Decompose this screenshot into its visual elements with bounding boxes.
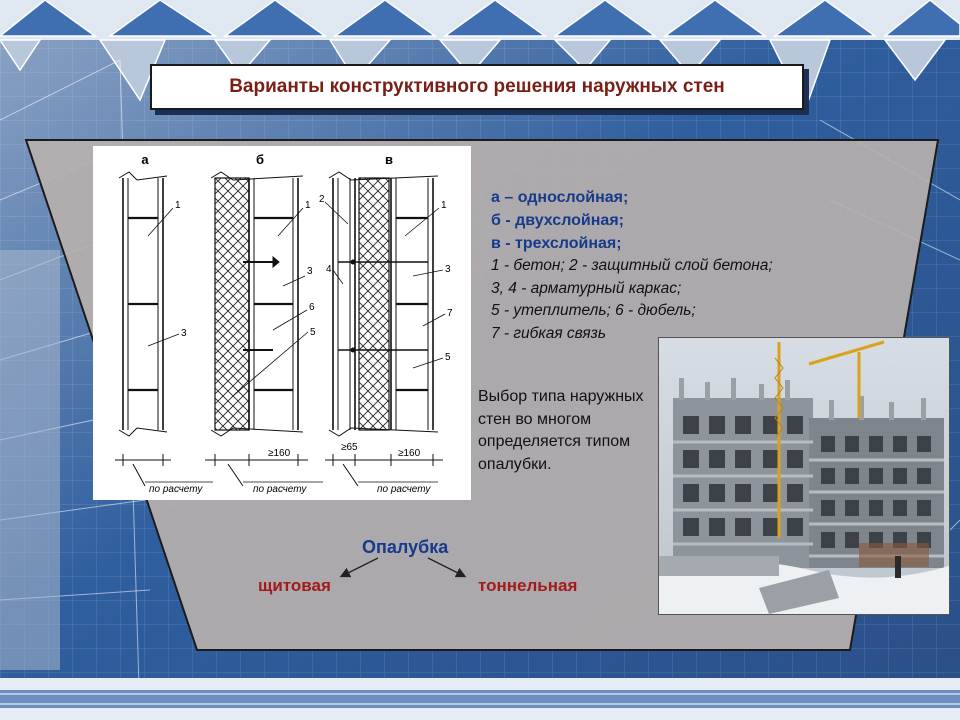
formwork-type-tunnel: тоннельная xyxy=(478,576,578,595)
wall-c xyxy=(325,172,445,436)
legend-type-b: б - двухслойная; xyxy=(491,212,624,229)
dim-c-65: ≥65 xyxy=(341,442,358,453)
construction-photo-svg xyxy=(659,338,949,614)
section-label-a: а xyxy=(141,152,149,167)
legend-line-2: 3, 4 - арматурный каркас; xyxy=(491,279,682,297)
formwork-title: Опалубка xyxy=(362,537,449,557)
legend-line-3: 5 - утеплитель; 6 - дюбель; xyxy=(491,302,696,319)
formwork-note: Выбор типа наружных стен во многом определяется типом опалубки. xyxy=(478,388,644,473)
wall-a xyxy=(119,172,179,436)
callout-c-4: 4 xyxy=(326,264,332,275)
callout-a-3: 3 xyxy=(181,328,187,339)
wall-b xyxy=(211,172,308,436)
callout-c-3: 3 xyxy=(445,264,451,275)
section-label-c: в xyxy=(385,152,393,167)
section-label-b: б xyxy=(255,152,265,167)
dim-b-160: ≥160 xyxy=(268,448,291,459)
legend xyxy=(491,186,851,345)
callout-b-3: 3 xyxy=(307,266,313,277)
calc-label-a: по расчету xyxy=(149,484,203,495)
construction-photo xyxy=(658,337,950,615)
callout-b-5: 5 xyxy=(310,327,316,338)
callout-c-1: 1 xyxy=(441,200,447,211)
callout-c-2: 2 xyxy=(319,194,325,205)
legend-type-a: а – однослойная; xyxy=(491,189,629,206)
callout-c-7: 7 xyxy=(447,308,453,319)
slide-title-box xyxy=(150,64,804,110)
callout-b-6: 6 xyxy=(309,302,315,313)
wall-sections-svg xyxy=(93,146,471,500)
legend-line-1: 1 - бетон; 2 - защитный слой бетона; xyxy=(491,257,773,274)
dim-c-160: ≥160 xyxy=(398,448,421,459)
calc-label-c: по расчету xyxy=(377,484,431,495)
legend-line-4: 7 - гибкая связь xyxy=(491,324,607,342)
formwork-type-panel: щитовая xyxy=(258,576,331,595)
callout-a-1: 1 xyxy=(175,200,181,211)
wall-sections-drawing xyxy=(93,146,471,500)
calc-label-b: по расчету xyxy=(253,484,307,495)
legend-type-c: в - трехслойная; xyxy=(491,235,622,252)
callout-b-1: 1 xyxy=(305,200,311,211)
slide-title: Варианты конструктивного решения наружных стен xyxy=(229,76,725,97)
callout-c-5: 5 xyxy=(445,352,451,363)
